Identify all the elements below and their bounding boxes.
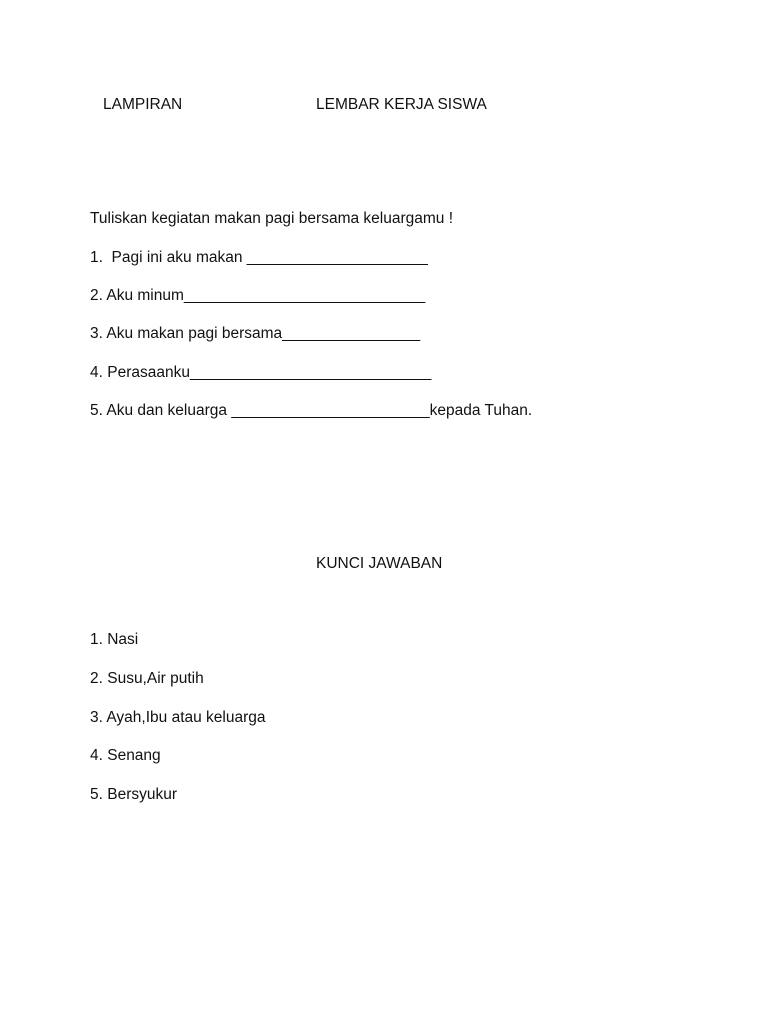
question-2: 2. Aku minum____________________________ xyxy=(90,287,426,304)
header-left-label: LAMPIRAN xyxy=(103,96,183,113)
answer-3: 3. Ayah,Ibu atau keluarga xyxy=(90,709,266,726)
answer-4: 4. Senang xyxy=(90,747,161,764)
question-5: 5. Aku dan keluarga _______________________kepada Tuhan. xyxy=(90,402,533,419)
answer-key-title: KUNCI JAWABAN xyxy=(316,555,443,572)
question-1: 1. Pagi ini aku makan _____________________ xyxy=(90,249,428,266)
answer-5: 5. Bersyukur xyxy=(90,786,178,803)
instruction-text: Tuliskan kegiatan makan pagi bersama keluargamu ! xyxy=(90,210,454,227)
answer-1: 1. Nasi xyxy=(90,631,139,648)
answer-2: 2. Susu,Air putih xyxy=(90,670,204,687)
page-title: LEMBAR KERJA SISWA xyxy=(316,96,487,113)
question-3: 3. Aku makan pagi bersama________________ xyxy=(90,325,421,342)
question-4: 4. Perasaanku____________________________ xyxy=(90,364,432,381)
